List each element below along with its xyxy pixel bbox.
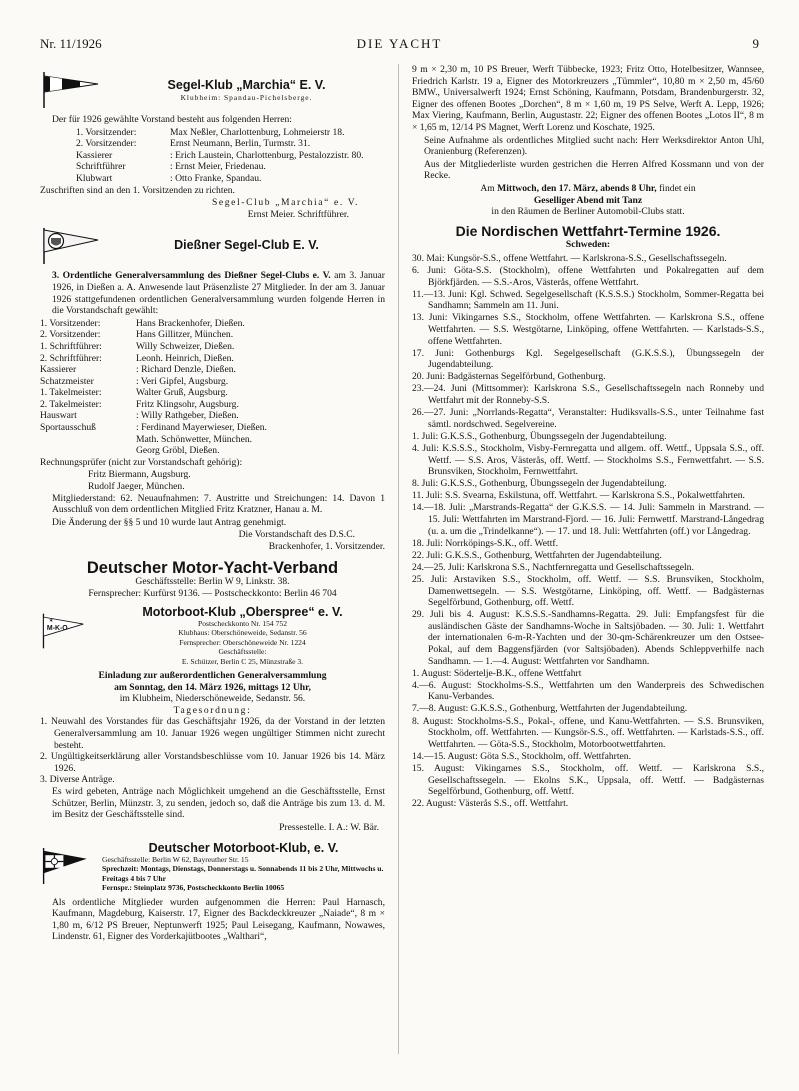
oberspree-office: E. Schützer, Berlin C 25, Münzstraße 3.: [181, 656, 304, 666]
list-item: 18. Juli: Norrköpings-S.K., off. Wettf.: [412, 537, 558, 549]
dmk-evening-line: Am Mittwoch, den 17. März, abends 8 Uhr, findet ein: [480, 182, 696, 194]
officer-row: 2. Vorsitzender: Hans Gillitzer, München.: [40, 329, 234, 341]
page-number: 9: [752, 36, 759, 51]
column-divider: [398, 64, 399, 1054]
marchia-title: Segel-Klub „Marchia“ E. V.: [167, 78, 326, 92]
list-item: 4. Juli: K.S.S.S., Stockholm, Visby-Fernregatta und allgem. off. Wettf., Uppsala S.S., off. Wettf. — S.S. Aros, Västerås, off. Wettf. — Stockholms S.S., Fernwettfahrt. — S.S. Brunsviken, Stockholm, Fernwettfahrt.: [412, 442, 764, 478]
marchia-signature-name: Ernst Meier. Schriftführer.: [247, 208, 349, 220]
marchia-intro: Der für 1926 gewählte Vorstand besteht aus folgenden Herren:: [52, 114, 292, 125]
officer-row: 1. Vorsitzender: Max Neßler, Charlottenburg, Lohmeierstr 18.: [76, 126, 345, 138]
nordic-subtitle: Schweden:: [565, 239, 611, 251]
oberspree-header: [40, 607, 385, 666]
diessner-pruefer-heading: Rechnungsprüfer (nicht zur Vorstandschaft gehörig):: [40, 456, 243, 468]
officer-row: Math. Schönwetter, München.: [136, 433, 253, 445]
dmk-evening-venue: in den Räumen de Berliner Automobil-Clubs statt.: [491, 206, 685, 218]
list-item: 30. Mai: Kungsör-S.S., offene Wettfahrt. — Karlskrona-S.S., Gesellschaftssegeln.: [412, 252, 727, 264]
oberspree-invite-place: im Klubheim, Niederschöneweide, Sedanstr. 56.: [119, 693, 306, 705]
issue-number: Nr. 11/1926: [40, 36, 102, 51]
list-item: 23.—24. Juni (Mittsommer): Karlskrona S.S., Gesellschaftssegeln nach Ronneby und Wettfahrt mit der Ronneby-S.S.: [412, 383, 764, 407]
marchia-subtitle: Klubheim: Spandau-Pichelsberge.: [180, 92, 313, 102]
list-item: 24.—25. Juli: Karlskrona S.S., Nachtfernregatta und Gesellschaftssegeln.: [412, 561, 694, 573]
oberspree-signature: Pressestelle. I. A.: W. Bär.: [279, 821, 379, 833]
officer-row: 1. Takelmeister: Walter Gruß, Augsburg.: [40, 387, 228, 399]
officer-row: Schriftführer : Ernst Meier, Friedenau.: [76, 161, 266, 173]
diessner-signature-board: Die Vorstandschaft des D.S.C.: [238, 529, 355, 541]
oberspree-account: Postscheckkonto Nr. 154 752: [197, 618, 287, 628]
marchia-officers: [40, 127, 385, 185]
oberspree-phone: Fernsprecher: Oberschöneweide Nr. 1224: [179, 637, 306, 647]
dmyv-office: Geschäftsstelle: Berlin W 9, Linkstr. 38.: [135, 576, 290, 588]
list-item: 25. Juli: Arstaviken S.S., Stockholm, off. Wettf. — S.S. Brunsviken, Stockholm, Damenwettsegeln. — S.S. Westgötarne, Linköping, off. Wettf. — Badgästernas Segelförbund, Gothenburg, off. Wettf.: [412, 573, 764, 609]
list-item: 13. Juni: Vikingarnes S.S., Stockholm, offene Wettfahrten. — Karlskrona S.S., offene Wettfahrten. — S.S. Westgötarne, Linköping, offene Wettfahrten. — Karlstads-S.S., offene Wettfahrten.: [412, 312, 764, 347]
pennant-flag-icon: [40, 70, 100, 110]
left-column: [40, 64, 385, 944]
diessner-signature-name: Brackenhofer, 1. Vorsitzender.: [268, 541, 385, 552]
dmyv-title: Deutscher Motor-Yacht-Verband: [86, 558, 339, 577]
officer-row: Sportausschuß : Ferdinand Mayerwieser, Dießen.: [40, 422, 267, 434]
oberspree-office-label: Geschäftsstelle:: [218, 647, 267, 657]
list-item: 4.—6. August: Stockholms-S.S., Wettfahrten um den Wanderpreis des Schwedischen Kanu-Verbandes.: [412, 679, 764, 703]
dmk-office: Geschäftsstelle: Berlin W 62, Bayreuther Str. 15: [102, 854, 249, 864]
anchor-burgee-icon: [40, 843, 94, 889]
officer-row: 1. Vorsitzender: Hans Brackenhofer, Dießen.: [40, 317, 245, 329]
officer-row: Hauswart : Willy Rathgeber, Dießen.: [40, 410, 239, 422]
marchia-note: Zuschriften sind an den 1. Vorsitzenden zu richten.: [40, 184, 235, 196]
nordic-entries: [412, 253, 764, 810]
dmk-hours: Sprechzeit: Montags, Dienstags, Donnerstags u. Sonnabends 11 bis 2 Uhr, Mittwochs u. Freitags 4 bis 7 Uhr: [102, 864, 384, 883]
list-item: 15. August: Vikingarnes S.S., Stockholm, off. Wettf. — Karlskrona S.S., Gesellschaftssegeln. — Ekolns S.K., Uppsala, off. Wettf. — Badgästernas Segelförbund, Gothenburg, off. Wettf.: [412, 762, 764, 798]
list-item: 1. Juli: G.K.S.S., Gothenburg, Übungssegeln der Jugendabteilung.: [412, 430, 667, 442]
dmk-members-part1: Als ordentliche Mitglieder wurden aufgenommen die Herren: Paul Harnasch, Kaufmann, Magdeburg, Kaiserstr. 17, Eigner des Backdeckkreuzer „Naiade“, 8 m × 1,80 m, 6/12 PS Breuer, Neptunwerft 1925; Paul Leisegang, Kaufmann, Nowawes, Lindenstr. 61, Eigner des Vorderkajütbootes „Walthari“,: [52, 896, 385, 943]
marchia-signature-club: Segel-Club „Marchia“ e. V.: [211, 197, 359, 209]
agenda-item: 2. Ungültigkeitserklärung aller Vorstandsbeschlüsse vom 10. Januar 1926 bis 14. März 1926.: [40, 751, 385, 774]
list-item: 22. Juli: G.K.S.S., Gothenburg, Wettfahrten der Jugendabteilung.: [412, 549, 662, 561]
oberspree-request: Es wird gebeten, Anträge nach Möglichkeit umgehend an die Geschäftsstelle, Ernst Schützer, Berlin, Münzstr. 3, zu senden, jedoch so, daß die Anträge bis zum 13. d. M. im Besitz der Geschäftsstelle sind.: [52, 785, 385, 821]
svg-text:M-K-O: M-K-O: [46, 625, 68, 633]
oberspree-agenda-heading: Tagesordnung:: [173, 704, 252, 716]
right-column: [412, 64, 764, 810]
officer-row: Klubwart : Otto Franke, Spandau.: [76, 172, 262, 184]
list-item: 11.—13. Juni: Kgl. Schwed. Segelgesellschaft (K.S.S.S.) Stockholm, Sommer-Regatta bei Sandhamn; Sammeln am 11. Juni.: [412, 288, 764, 312]
dmk-removed: Aus der Mitgliederliste wurden gestrichen die Herren Alfred Kossmann und von der Recke.: [424, 158, 764, 182]
list-item: 26.—27. Juni: „Norrlands-Regatta“, Veranstalter: Hudiksvalls-S.S., unter Teilnahme fast sämtl. nordschwed. Segelvereine.: [412, 407, 764, 430]
list-item: 8. Juli: G.K.S.S., Gothenburg, Übungssegeln der Jugendabteilung.: [412, 478, 667, 490]
officer-row: Georg Gröbl, Dießen.: [136, 445, 220, 457]
officer-row: Kassierer : Richard Denzle, Dießen.: [40, 364, 236, 376]
oberspree-invite-date: am Sonntag, den 14. März 1926, mittags 12 Uhr,: [114, 681, 311, 693]
officer-row: Schatzmeister : Veri Gipfel, Augsburg.: [40, 375, 229, 387]
diessner-intro: 3. Ordentliche Generalversammlung des Dießner Segel-Clubs e. V. am 3. Januar 1926, in Dießen a. A. Anwesende laut Präsenzliste 27 Mitglieder. In der am 3. Januar 1926 stattgefundenen ordentlichen Generalversammlung wurden folgende Herren in die Vorstandschaft gewählt:: [52, 270, 386, 317]
diessner-header: [40, 226, 385, 266]
list-item: 1. August: Södertelje-B.K., offene Wettfahrt: [412, 667, 582, 679]
nordic-title: Die Nordischen Wettfahrt-Termine 1926.: [455, 222, 721, 239]
list-item: 11. Juli: S.S. Svearna, Eskilstuna, off. Wettfahrt. — Karlskrona S.S., Pokalwettfahrten.: [412, 490, 745, 502]
dmk-evening-title: Geselliger Abend mit Tanz: [533, 194, 643, 206]
oberspree-invite-title: Einladung zur außerordentlichen Generalversammlung: [98, 670, 327, 681]
officer-row: 2. Vorsitzender: Ernst Neumann, Berlin, Turmstr. 31.: [76, 138, 311, 150]
oberspree-clubhouse: Klubhaus: Oberschöneweide, Sedanstr. 56: [178, 628, 307, 638]
officer-row: 2. Takelmeister: Fritz Klingsohr, Augsburg.: [40, 398, 239, 410]
list-item: 8. August: Stockholms-S.S., Pokal-, offene, und Kanu-Wettfahrten. — S.S. Brunsviken, Stockholm, off. Wettfahrten. — Kungsör-S.S., off. Wettfahrten. — Karlstads-S.S., off. Wettfahrten. — Göta-S.S., Stockholm, Motorbootwettfahrten.: [412, 715, 764, 750]
pennant-crest-icon: [40, 226, 100, 266]
dmk-application: Seine Aufnahme als ordentliches Mitglied sucht nach: Herr Werksdirektor Anton Uhl, Oranienburg (Referenzen).: [424, 134, 764, 158]
burgee-mko-icon: [40, 607, 92, 655]
list-item: 14.—15. August: Göta S.S., Stockholm, off. Wettfahrten.: [412, 750, 631, 762]
dmk-members-part2: 9 m × 2,30 m, 10 PS Breuer, Werft Tübbecke, 1923; Fritz Otto, Hotelbesitzer, Wannsee, Friedrich Karlstr. 19 a, Eigner des Motorkreuzers „Tümmler“, 10,80 m × 2,50 m, 45/60 BMW., Universalwerft 1924; Ernst Schöning, Kaufmann, Potsdam, Brandenburgerstr. 32, Eigner des offenen Bootes „Dorchen“, 8 m × 1,60 m, 19 PS Selve, Werft A. Lepp, 1926; Max Viering, Kaufmann, Berlin, Augustastr. 22; Eigner des offenen Bootes „Lotos II“, 8 m × 1,65 m, 12/14 PS Magnet, Werft Lorenz und Koschate, 1925.: [412, 64, 764, 133]
journal-title: DIE YACHT: [356, 36, 443, 51]
oberspree-title: Motorboot-Klub „Oberspree“ e. V.: [142, 605, 343, 620]
diessner-membership: Mitgliederstand: 62. Neuaufnahmen: 7. Austritte und Streichungen: 14. Davon 1 Ausschluß von dem ordentlichen Mitglied Fritz Kratzner, Hanau a. M.: [52, 492, 385, 516]
diessner-officers: [40, 318, 385, 457]
marchia-header: [40, 70, 385, 110]
list-item: 7.—8. August: G.K.S.S., Gothenburg, Wettfahrten der Jugendabteilung.: [412, 703, 688, 715]
diessner-pruefer-2: Rudolf Jaeger, München.: [88, 481, 185, 493]
list-item: 29. Juli bis 4. August: K.S.S.S.-Sandhamns-Regatta. 29. Juli: Empfangsfest für die ausländischen Gäste der Sandhamns-Woche in Saltsjöbaden. — 30. Juli: 1. Wettfahrt der internationalen 6-m-R-Yachten und der 30-qm-Schärenkreuzer um den Ostsee-Pokal, auf dem Baggensfjärden (vor Saltsjöbaden). Abends Schleppverhilfe nach Sandhamn. — 1.—4. August: Wettfahrten vor Sandhamn.: [412, 609, 764, 667]
list-item: 22. August: Västerås S.S., off. Wettfahrt.: [412, 798, 569, 810]
dmyv-phone: Fernsprecher: Kurfürst 9136. — Postscheckkonto: Berlin 46 704: [88, 587, 337, 599]
dmk-header: [40, 843, 385, 892]
svg-text:✶: ✶: [48, 618, 54, 625]
page-header: [40, 36, 759, 54]
list-item: 6. Juni: Göta-S.S. (Stockholm), offene Wettfahrten und Pokalregatten auf dem Björkfjärden. — S.S.-Aros, Västerås, offene Wettfahrt.: [412, 265, 764, 288]
diessner-statute-change: Die Änderung der §§ 5 und 10 wurde laut Antrag genehmigt.: [52, 516, 287, 528]
diessner-title: Dießner Segel-Club E. V.: [174, 238, 319, 253]
officer-row: 1. Schriftführer: Willy Schweizer, Dießen.: [40, 340, 235, 352]
officer-row: 2. Schriftführer: Leonh. Heinrich, Dießen.: [40, 352, 234, 364]
dmk-phone: Fernspr.: Steinplatz 9736, Postscheckkonto Berlin 10065: [102, 883, 285, 893]
list-item: 14.—18. Juli: „Marstrands-Regatta“ der G.K.S.S. — 14. Juli: Sammeln in Marstrand. — 15. Juli: Wettfahrten im Marstrand-Fjord. — 16. Juli: Fernwettf. Marstrand-Långedrag (u. a. um die „Trindelkanne“). — 17. und 18. Juli: Wettfahrten (off.) vor Långedrag.: [412, 502, 764, 537]
officer-row: Kassierer : Erich Laustein, Charlottenburg, Pestalozzistr. 80.: [76, 149, 364, 161]
agenda-item: 1. Neuwahl des Vorstandes für das Geschäftsjahr 1926, da der Vorstand in der letzten Generalversammlung am 10. Januar 1926 wegen ungültiger Stimmen nicht zurecht besteht.: [40, 716, 385, 751]
diessner-pruefer-1: Fritz Biermann, Augsburg.: [88, 469, 191, 481]
dmk-title: Deutscher Motorboot-Klub, e. V.: [148, 841, 339, 856]
list-item: 20. Juni: Badgästernas Segelförbund, Gothenburg.: [412, 371, 606, 383]
list-item: 17. Juni: Gothenburgs Kgl. Segelgesellschaft (G.K.S.S.), Übungssegeln der Jugendabteilung.: [412, 347, 764, 371]
agenda-item: 3. Diverse Anträge.: [40, 774, 115, 786]
